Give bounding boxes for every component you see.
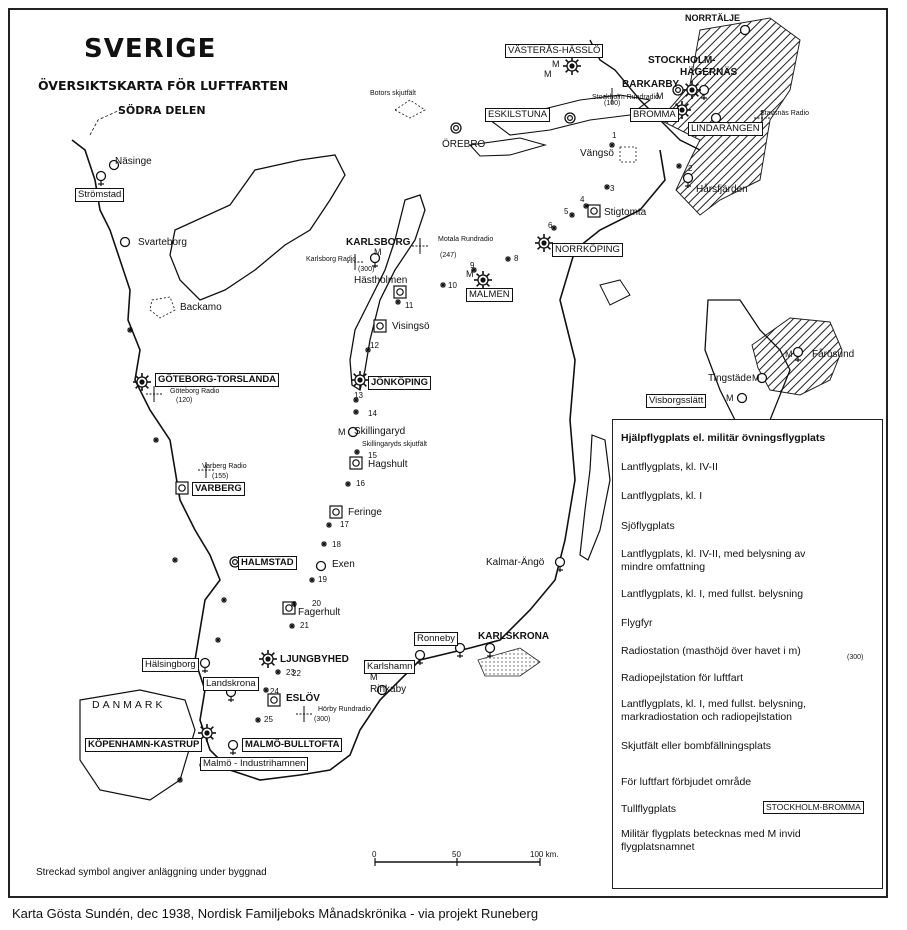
flygfyr-beacon-16	[326, 522, 332, 528]
place-landskrona: Landskrona	[203, 677, 259, 691]
airfield-harsfjarden	[684, 174, 693, 189]
airfield-svarteborg	[121, 238, 130, 247]
legend-item-11: Skjutfält eller bombfällningsplats	[621, 740, 771, 752]
military-mark-barkarby: M	[656, 91, 664, 101]
flygfyr-beacon-30	[172, 557, 178, 563]
flygfyr-beacon-2	[676, 163, 682, 169]
place-visborgsslatt: Visborgsslätt	[646, 394, 706, 408]
flygfyr-beacon-23	[255, 717, 261, 723]
place-kalmar: Kalmar-Ängö	[486, 557, 545, 568]
airfield-hagshult	[350, 457, 362, 469]
beacon-number-19: 19	[318, 575, 327, 584]
place-karlsborg-radio: Karlsborg Radio	[306, 256, 357, 263]
military-mark-visborgsslatt: M	[726, 393, 734, 403]
place-orebro: ÖREBRO	[442, 139, 486, 150]
place-bromma: BROMMA	[630, 108, 679, 122]
place-malmen: MALMEN	[466, 288, 513, 302]
airfield-hastholmen	[394, 286, 406, 298]
map-legend	[612, 419, 883, 889]
flygfyr-beacon-19	[291, 601, 297, 607]
airfield-karlskrona	[486, 644, 495, 659]
place-goteborg-torslanda: GÖTEBORG-TORSLANDA	[155, 373, 279, 387]
place-exen: Exen	[332, 559, 355, 570]
scale-label-50: 50	[452, 850, 461, 859]
legend-item-10: Lantflygplats, kl. I, med fullst. belysning, markradiostation och radiopejlstation	[621, 698, 807, 723]
flygfyr-beacon-24	[221, 597, 227, 603]
beacon-number-5: 5	[564, 207, 569, 216]
place-rinkaby: Rinkaby	[370, 684, 407, 695]
flygfyr-beacon-22	[263, 687, 269, 693]
place-hastholmen: Hästholmen	[354, 275, 408, 286]
place-karlshamn: Karlshamn	[364, 660, 415, 674]
place-karlskrona: KARLSKRONA	[478, 631, 550, 642]
beacon-number-20: 20	[312, 599, 321, 608]
military-mark-vasteras-2: M	[544, 69, 552, 79]
radio-height-horby: (300)	[314, 716, 331, 723]
place-svarteborg: Svarteborg	[138, 237, 187, 248]
legend-tull-example: STOCKHOLM-BROMMA	[763, 801, 864, 814]
scale-label-100: 100 km.	[530, 850, 559, 859]
airfield-eskilstuna	[565, 113, 575, 123]
map-title: SVERIGE	[84, 34, 217, 64]
place-vasteras: VÄSTERÅS-HÄSSLÖ	[505, 44, 603, 58]
flygfyr-beacon-17	[321, 541, 327, 547]
beacon-number-17: 17	[340, 520, 349, 529]
place-motala: Motala Rundradio	[438, 236, 494, 243]
airfield-vasteras	[563, 57, 581, 75]
place-stigtomta: Stigtomta	[604, 207, 647, 218]
radio-station-4	[146, 386, 162, 402]
flygfyr-beacon-27	[177, 777, 183, 783]
legend-item-8: Radiostation (masthöjd över havet i m)	[621, 645, 801, 657]
dashed-symbol-note: Streckad symbol angiver anläggning under byggnad	[36, 867, 267, 878]
place-stromstad: Strömstad	[75, 188, 124, 202]
beacon-number-3: 3	[610, 184, 615, 193]
radio-height-karlsborg: (300)	[358, 266, 375, 273]
beacon-number-24: 24	[270, 687, 279, 696]
beacon-number-1: 1	[612, 131, 617, 140]
airfield-stromstad	[97, 172, 106, 187]
airfield-malmo-industri	[229, 741, 238, 756]
flygfyr-beacon-7	[505, 256, 511, 262]
airfield-goteborg	[133, 373, 151, 391]
place-danmark: DANMARK	[92, 699, 166, 711]
legend-item-4: Sjöflygplats	[621, 520, 675, 532]
place-vangso: Vängsö	[580, 148, 614, 159]
airfield-norrkoping	[535, 234, 553, 252]
place-skillingaryd: Skillingaryd	[354, 426, 406, 437]
flygfyr-beacon-9	[440, 282, 446, 288]
flygfyr-beacon-20	[289, 623, 295, 629]
legend-item-7: Flygfyr	[621, 617, 653, 629]
map-subtitle: ÖVERSIKTSKARTA FÖR LUFTFARTEN	[38, 78, 289, 93]
airfield-stockholm-radio	[683, 81, 701, 99]
radio-height-stockholm: (100)	[604, 100, 621, 107]
flygfyr-beacon-29	[127, 327, 133, 333]
airfield-norrtalje	[741, 26, 750, 35]
place-skillingaryd-skjutfalt: Skillingaryds skjutfält	[362, 441, 427, 448]
military-mark-tingstade: M	[752, 373, 760, 383]
radio-height-goteborg: (120)	[176, 397, 193, 404]
legend-item-13: Tullflygplats	[621, 803, 677, 815]
place-fagerhult: Fagerhult	[298, 607, 341, 618]
beacon-number-2: 2	[688, 164, 693, 173]
place-halmstad: HALMSTAD	[238, 556, 297, 570]
airfield-stigtomta	[588, 205, 600, 217]
place-nasinge: Näsinge	[115, 156, 152, 167]
military-mark-rinkaby: M	[370, 672, 378, 682]
airfield-kalmar	[556, 558, 565, 573]
place-ljungbyhed: LJUNGBYHED	[280, 654, 349, 665]
beacon-number-23: 23	[286, 668, 295, 677]
place-ronneby: Ronneby	[414, 632, 458, 646]
place-barkarby: BARKARBY	[622, 79, 680, 90]
legend-item-9: Radiopejlstation för luftfart	[621, 672, 743, 684]
beacon-number-4: 4	[580, 195, 585, 204]
place-norrkoping: NORRKÖPING	[552, 243, 623, 257]
beacon-number-18: 18	[332, 540, 341, 549]
beacon-number-10: 10	[448, 281, 457, 290]
place-stockholm: STOCKHOLM-	[648, 55, 716, 66]
beacon-number-11: 11	[405, 301, 414, 310]
place-lindarangen: LINDARÄNGEN	[688, 122, 763, 136]
place-farosund: Fårösund	[812, 349, 855, 360]
military-mark-vasteras: M	[552, 59, 560, 69]
place-backamo: Backamo	[180, 302, 222, 313]
place-eslov: ESLÖV	[286, 693, 320, 704]
airfield-jonkoping	[351, 371, 369, 389]
place-hagernas: HÄGERNÄS	[680, 67, 738, 78]
map-part-label: SÖDRA DELEN	[118, 104, 206, 117]
beacon-number-8: 8	[514, 254, 519, 263]
beacon-number-13: 13	[354, 391, 363, 400]
legend-radio-height: (300)	[847, 654, 864, 661]
airfield-visingso	[374, 320, 386, 332]
legend-item-1: Hjälpflygplats el. militär övningsflygplats	[621, 432, 826, 444]
radio-station-6	[296, 706, 312, 722]
airfield-ronneby	[456, 644, 465, 659]
place-stavsnas: Stavsnäs Radio	[760, 110, 810, 117]
image-caption: Karta Gösta Sundén, dec 1938, Nordisk Familjeboks Månadskrönika - via projekt Runeberg	[12, 906, 539, 921]
radio-station-2	[412, 238, 428, 254]
legend-item-3: Lantflygplats, kl. I	[621, 490, 703, 502]
beacon-number-21: 21	[300, 621, 309, 630]
beacon-number-25: 25	[264, 715, 273, 724]
flygfyr-beacon-21	[275, 669, 281, 675]
airfield-farosund	[794, 348, 803, 363]
beacon-number-6: 6	[548, 221, 553, 230]
flygfyr-beacon-25	[215, 637, 221, 643]
airfield-ljungbyhed	[259, 650, 277, 668]
place-tingstade: Tingstäde	[708, 373, 752, 384]
place-kopenhamn: KÖPENHAMN-KASTRUP	[85, 738, 202, 752]
place-feringe: Feringe	[348, 507, 382, 518]
place-varberg: VARBERG	[192, 482, 245, 496]
place-karlsborg: KARLSBORG	[346, 237, 411, 248]
radio-height-motala: (247)	[440, 252, 457, 259]
airfield-karlshamn	[416, 651, 425, 666]
airfield-visborgsslatt	[738, 394, 747, 403]
radio-height-varberg: (155)	[212, 473, 229, 480]
legend-item-6: Lantflygplats, kl. I, med fullst. belysning	[621, 588, 804, 600]
place-visingso: Visingsö	[392, 321, 430, 332]
place-eskilstuna: ESKILSTUNA	[485, 108, 550, 122]
place-varberg-radio: Varberg Radio	[202, 463, 247, 470]
flygfyr-beacon-28	[153, 437, 159, 443]
beacon-number-14: 14	[368, 409, 377, 418]
military-mark-karlsborg: M	[374, 247, 382, 257]
military-mark-malmen: M	[466, 269, 474, 279]
place-jonkoping: JÖNKÖPING	[368, 376, 431, 390]
airfield-exen	[317, 562, 326, 571]
place-malmo-bulltofta: MALMÖ-BULLTOFTA	[242, 738, 342, 752]
flygfyr-beacon-14	[354, 449, 360, 455]
airfield-hagernas	[700, 86, 709, 101]
beacon-number-15: 15	[368, 451, 377, 460]
place-harsfjarden: Hårsfjärden	[696, 184, 748, 195]
beacon-number-22: 22	[292, 669, 301, 678]
flygfyr-beacon-13	[353, 409, 359, 415]
airfield-orebro	[451, 123, 461, 133]
legend-item-14: Militär flygplats betecknas med M invid flygplatsnamnet	[621, 828, 801, 853]
flygfyr-beacon-18	[309, 577, 315, 583]
place-norrtalje: NORRTÄLJE	[685, 13, 741, 23]
flygfyr-beacon-10	[395, 299, 401, 305]
place-halsingborg: Hälsingborg	[142, 658, 199, 672]
place-horby: Hörby Rundradio	[318, 706, 371, 713]
airfield-halsingborg	[201, 659, 210, 674]
airfield-feringe	[330, 506, 342, 518]
place-hagshult: Hagshult	[368, 459, 408, 470]
flygfyr-beacon-5	[569, 212, 575, 218]
legend-item-12: För luftfart förbjudet område	[621, 776, 752, 788]
airfield-malmen	[474, 271, 492, 289]
beacon-number-16: 16	[356, 479, 365, 488]
place-botors: Botors skjutfält	[370, 90, 416, 97]
place-goteborg-radio: Göteborg Radio	[170, 388, 220, 395]
legend-item-5: Lantflygplats, kl. IV-II, med belysning av mindre omfattning	[621, 548, 806, 573]
beacon-number-12: 12	[370, 341, 379, 350]
airfield-varberg	[176, 482, 188, 494]
beacon-number-9: 9	[470, 261, 475, 270]
military-mark-skillingaryd: M	[338, 427, 346, 437]
flygfyr-beacon-15	[345, 481, 351, 487]
place-stockholm-rundradio: Stockholm Rundradio	[592, 94, 659, 101]
scale-label-0: 0	[372, 850, 377, 859]
place-malmo-industri: Malmö - Industrihamnen	[200, 757, 308, 771]
legend-item-2: Lantflygplats, kl. IV-II	[621, 461, 718, 473]
military-mark-farosund: M	[785, 349, 793, 359]
